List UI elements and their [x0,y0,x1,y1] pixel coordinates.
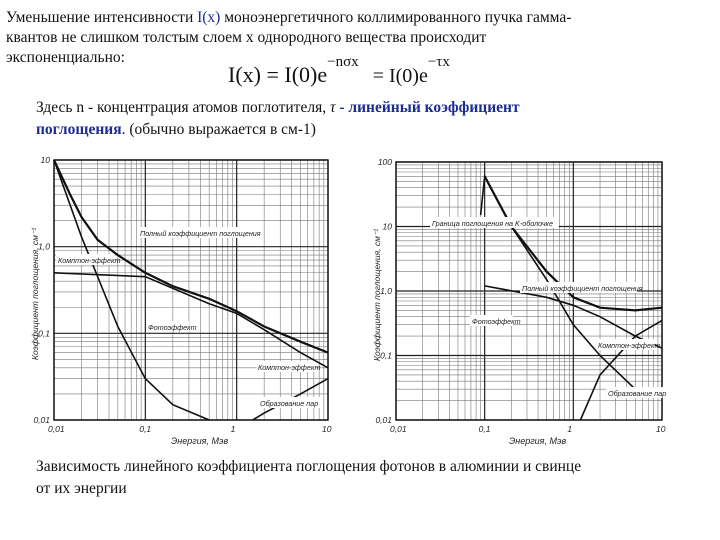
definition-line-1 [36,98,520,118]
annotation-label: Образование пар [608,389,667,398]
intro-line-3: экспоненциально: [6,49,125,66]
x-tick-label: 1 [567,424,573,434]
x-tick-label: 1 [230,424,236,434]
annotation-label: Комптон-эффект [58,256,121,265]
caption-line-2: от их энергии [36,480,127,497]
y-tick-label: 100 [377,157,392,167]
x-tick-label: 0,1 [139,424,152,434]
tau-symbol: τ [329,99,336,116]
definition-line-2 [36,120,316,140]
intro-text-2: моноэнергетичного коллимированного пучка гамма- [220,9,572,26]
annotation-label: Полный коэффициент поглощения [522,284,643,293]
annotation-label: Фотоэффект [472,317,521,326]
intensity-symbol: I(x) [197,9,221,26]
y-tick-label: 0,1 [380,350,392,361]
x-tick-label: 10 [656,424,666,434]
definition-term: - линейный коэффициент [335,99,520,116]
y-tick-label: 1,0 [380,286,392,296]
formula-exponent-2: −τx [427,53,450,70]
definition-term-2: поглощения [36,121,122,138]
x-tick-label: 0,01 [390,424,407,434]
definition-units: . (обычно выражается в см-1) [121,121,316,138]
x-axis-label: Энергия, Мэв [509,436,567,446]
annotation-label: Комптон-эффект [258,363,321,372]
x-tick-label: 0,1 [478,424,491,434]
y-tick-label: 0,01 [33,415,50,425]
x-tick-label: 0,01 [48,424,65,434]
annotation-label: Комптон-эффект [598,341,661,350]
y-axis-label: Коэффициент поглощения, см⁻¹ [30,227,40,360]
y-tick-label: 1,0 [38,241,50,252]
lead-chart [372,148,672,453]
annotation-label: Фотоэффект [148,323,197,332]
formula-lhs: I(x) = I(0)e [228,62,328,87]
intro-line-1 [6,8,571,28]
series-line [54,273,328,368]
y-tick-label: 0,1 [38,328,50,339]
definition-text-1: Здесь n - концентрация атомов поглотителя, [36,99,330,116]
annotation-label: Граница поглощения на K-оболочке [432,219,553,228]
formula-exponent-1: −nσx [327,53,359,70]
caption-line-1: Зависимость линейного коэффициента поглощения фотонов в алюминии и свинце [36,458,582,475]
annotation-label: Образование пар [260,399,319,408]
y-tick-label: 0,01 [375,415,392,425]
x-axis-label: Энергия, Мэв [171,436,229,446]
intro-text-1: Уменьшение интенсивности [6,9,198,26]
y-tick-label: 10 [382,221,392,232]
x-tick-label: 10 [322,424,332,434]
aluminium-chart [28,148,358,453]
formula-mid: = I(0)e [372,65,428,87]
intro-line-2: квантов не слишком толстым слоем x однородного вещества происходит [6,29,487,46]
y-tick-label: 10 [40,155,50,165]
series-line [580,320,662,420]
plot-frame [54,160,328,420]
y-axis-label: Коэффициент поглощения, см⁻¹ [372,228,382,361]
annotation-label: Полный коэффициент поглощения [140,229,261,238]
